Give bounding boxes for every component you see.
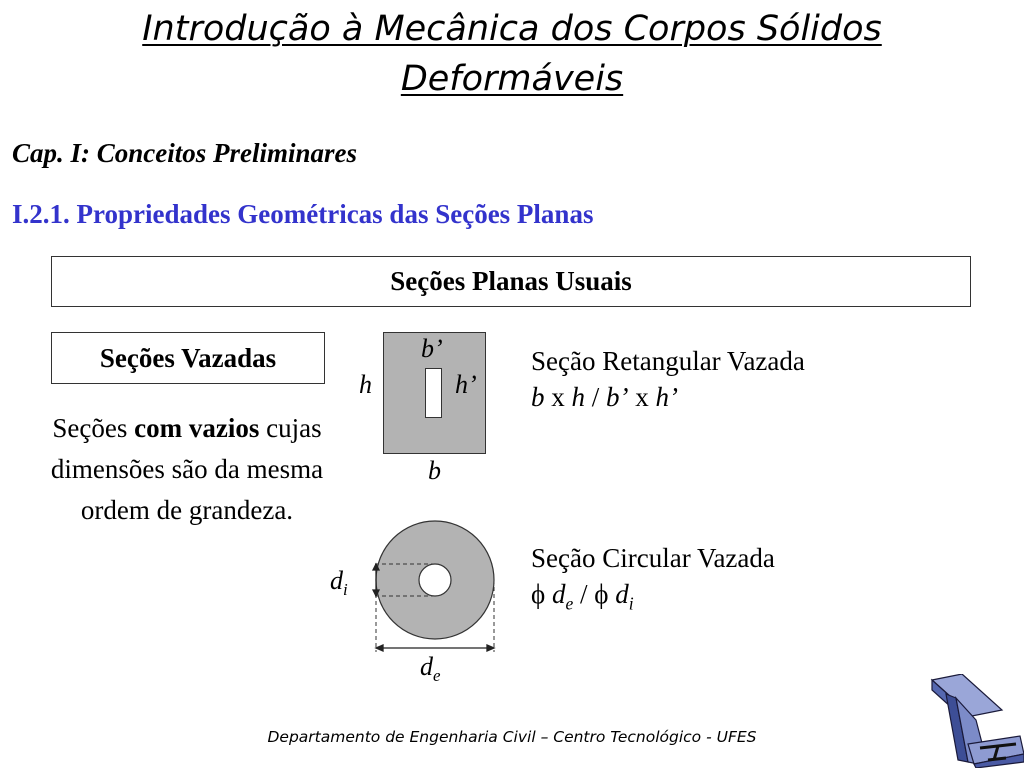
rect-inner-hole (425, 368, 442, 418)
rect-section-formula: b x h / b’ x h’ (531, 382, 679, 412)
slide-title (0, 4, 1024, 104)
rect-section-name: Seção Retangular Vazada (531, 346, 805, 376)
usual-sections-box (51, 256, 971, 307)
hollow-description (40, 408, 334, 531)
circular-section-drawing (340, 510, 510, 660)
circ-section-info (531, 540, 775, 621)
label-b: b (428, 456, 441, 485)
hollow-sections-box (51, 332, 325, 384)
desc-bold: com vazios (134, 413, 260, 443)
rect-section-info (531, 343, 805, 415)
chapter-heading: Cap. I: Conceitos Preliminares (12, 138, 358, 168)
circle-inner-hole (419, 564, 451, 596)
desc-prefix: Seções (52, 413, 135, 443)
hollow-sections-label: Seções Vazadas (99, 342, 277, 373)
section-heading: I.2.1. Propriedades Geométricas das Seções Planas (12, 199, 594, 229)
circ-section-name: Seção Circular Vazada (531, 543, 775, 573)
title-line-2: Deformáveis (400, 59, 624, 99)
desc-rest: cujas dimensões são da mesma ordem de grandeza. (50, 413, 324, 525)
title-line-1: Introdução à Mecânica dos Corpos Sólidos (142, 9, 882, 49)
label-d-i: $d_i$ (330, 566, 348, 600)
circ-section-formula: ϕ $d_e$ / ϕ $d_i$ (531, 579, 634, 614)
label-b-prime: b’ (421, 334, 443, 363)
label-h-prime: h’ (455, 370, 477, 399)
label-h: h (359, 370, 372, 399)
i-beam-logo (928, 674, 1024, 768)
label-d-e: $d_e$ (420, 652, 441, 686)
usual-sections-label: Seções Planas Usuais (390, 266, 632, 296)
footer: Departamento de Engenharia Civil – Centro Tecnológico - UFES (267, 728, 757, 746)
